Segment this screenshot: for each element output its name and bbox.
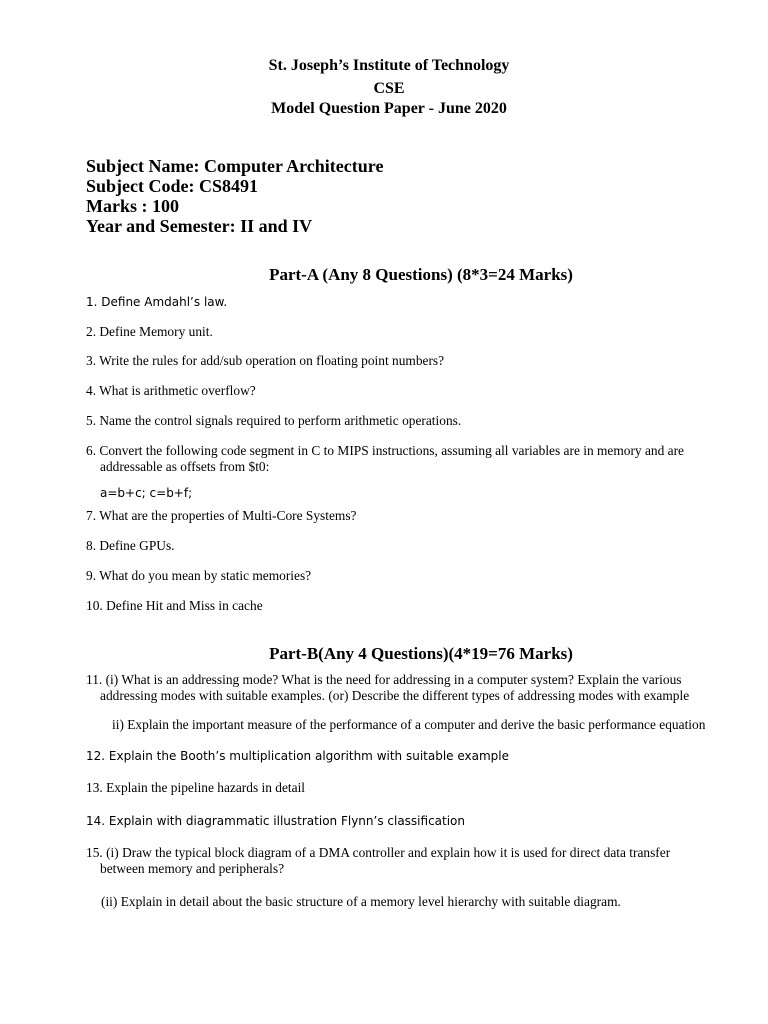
institute-name: St. Joseph’s Institute of Technology — [268, 57, 510, 74]
question-5: 5. Name the control signals required to perform arithmetic operations. — [86, 413, 462, 428]
marks: Marks : 100 — [86, 196, 179, 216]
question-12: 12. Explain the Booth’s multiplication algorithm with suitable example — [86, 749, 510, 763]
question-13: 13. Explain the pipeline hazards in detail — [86, 780, 306, 795]
department: CSE — [373, 80, 405, 97]
year-semester: Year and Semester: II and IV — [86, 216, 313, 236]
question-11 — [86, 672, 689, 704]
question-9: 9. What do you mean by static memories? — [86, 568, 312, 583]
question-4: 4. What is arithmetic overflow? — [86, 383, 256, 398]
question-6-line1: 6. Convert the following code segment in C to MIPS instructions, assuming all variables are in memory and are — [86, 443, 685, 458]
question-8: 8. Define GPUs. — [86, 538, 175, 553]
question-1: 1. Define Amdahl’s law. — [86, 295, 228, 309]
part-a-heading: Part-A (Any 8 Questions) (8*3=24 Marks) — [269, 265, 573, 284]
question-15-line2: between memory and peripherals? — [100, 861, 285, 876]
question-15 — [86, 845, 670, 877]
question-2: 2. Define Memory unit. — [86, 324, 213, 339]
subject-name: Subject Name: Computer Architecture — [86, 156, 384, 176]
part-b-heading: Part-B(Any 4 Questions)(4*19=76 Marks) — [269, 644, 573, 663]
question-15-line1: 15. (i) Draw the typical block diagram of a DMA controller and explain how it is used for direct data transfer — [86, 845, 671, 860]
question-3: 3. Write the rules for add/sub operation on floating point numbers? — [86, 353, 445, 368]
question-14: 14. Explain with diagrammatic illustration Flynn’s classification — [86, 814, 466, 828]
question-15-ii: (ii) Explain in detail about the basic structure of a memory level hierarchy with suitable diagram. — [101, 894, 621, 909]
question-10: 10. Define Hit and Miss in cache — [86, 598, 263, 613]
question-6 — [86, 443, 684, 475]
question-11-line2: addressing modes with suitable examples. (or) Describe the different types of addressing modes with example — [100, 688, 690, 703]
question-11-ii: ii) Explain the important measure of the performance of a computer and derive the basic performance equation — [112, 717, 706, 732]
question-7: 7. What are the properties of Multi-Core Systems? — [86, 508, 357, 523]
paper-title: Model Question Paper - June 2020 — [271, 100, 507, 117]
question-11-line1: 11. (i) What is an addressing mode? What is the need for addressing in a computer system? Explain the various — [86, 672, 682, 687]
subject-code: Subject Code: CS8491 — [86, 176, 259, 196]
question-6-line2: addressable as offsets from $t0: — [100, 459, 270, 474]
question-6-code: a=b+c; c=b+f; — [100, 486, 193, 500]
